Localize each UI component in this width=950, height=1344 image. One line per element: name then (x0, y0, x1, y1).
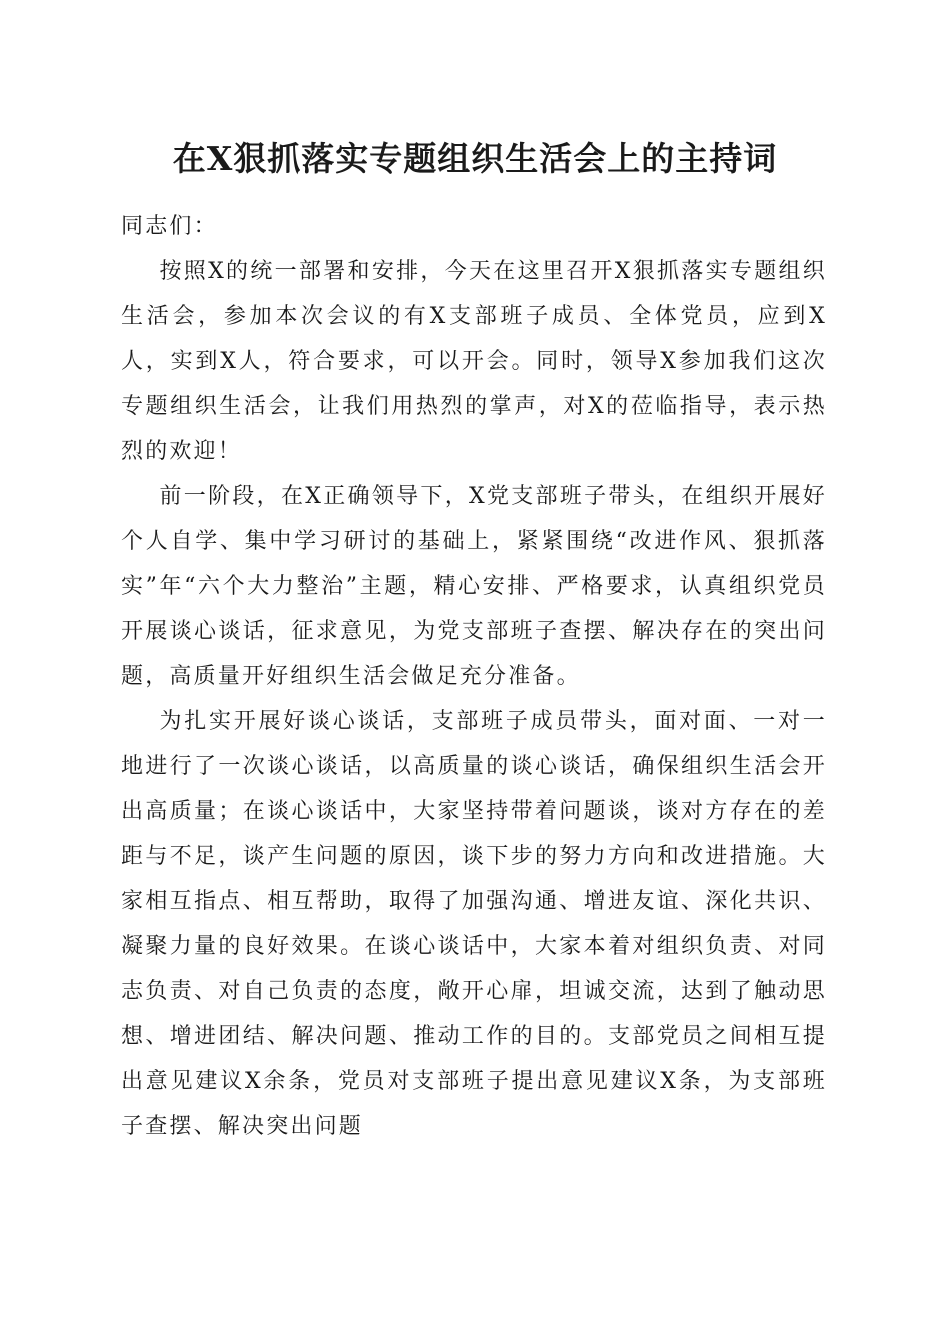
salutation: 同志们： (121, 214, 218, 239)
paragraph-opening: 按照X的统一部署和安排，今天在这里召开X狠抓落实专题组织生活会，参加本次会议的有X支部班子成员、全体党员，应到X人，实到X人，符合要求，可以开会。同时，领导X参加我们这次专题组织生活会，让我们用热烈的掌声，对X的莅临指导，表示热烈的欢迎！ (121, 259, 827, 464)
paragraph-preparation: 前一阶段，在X正确领导下，X党支部班子带头，在组织开展好个人自学、集中学习研讨的基础上，紧紧围绕“改进作风、狠抓落实”年“六个大力整治”主题，精心安排、严格要求，认真组织党员开展谈心谈话，征求意见，为党支部班子查摆、解决存在的突出问题，高质量开好组织生活会做足充分准备。 (121, 484, 827, 689)
paragraph-heart-to-heart: 为扎实开展好谈心谈话，支部班子成员带头，面对面、一对一地进行了一次谈心谈话，以高质量的谈心谈话，确保组织生活会开出高质量；在谈心谈话中，大家坚持带着问题谈，谈对方存在的差距与不足，谈产生问题的原因，谈下步的努力方向和改进措施。大家相互指点、相互帮助，取得了加强沟通、增进友谊、深化共识、凝聚力量的良好效果。在谈心谈话中，大家本着对组织负责、对同志负责、对自己负责的态度，敞开心扉，坦诚交流，达到了触动思想、增进团结、解决问题、推动工作的目的。支部党员之间相互提出意见建议X余条，党员对支部班子提出意见建议X条，为支部班子查摆、解决突出问题 (121, 709, 827, 1139)
document-body (121, 204, 827, 1149)
document-title: 在X狠抓落实专题组织生活会上的主持词 (172, 139, 778, 178)
